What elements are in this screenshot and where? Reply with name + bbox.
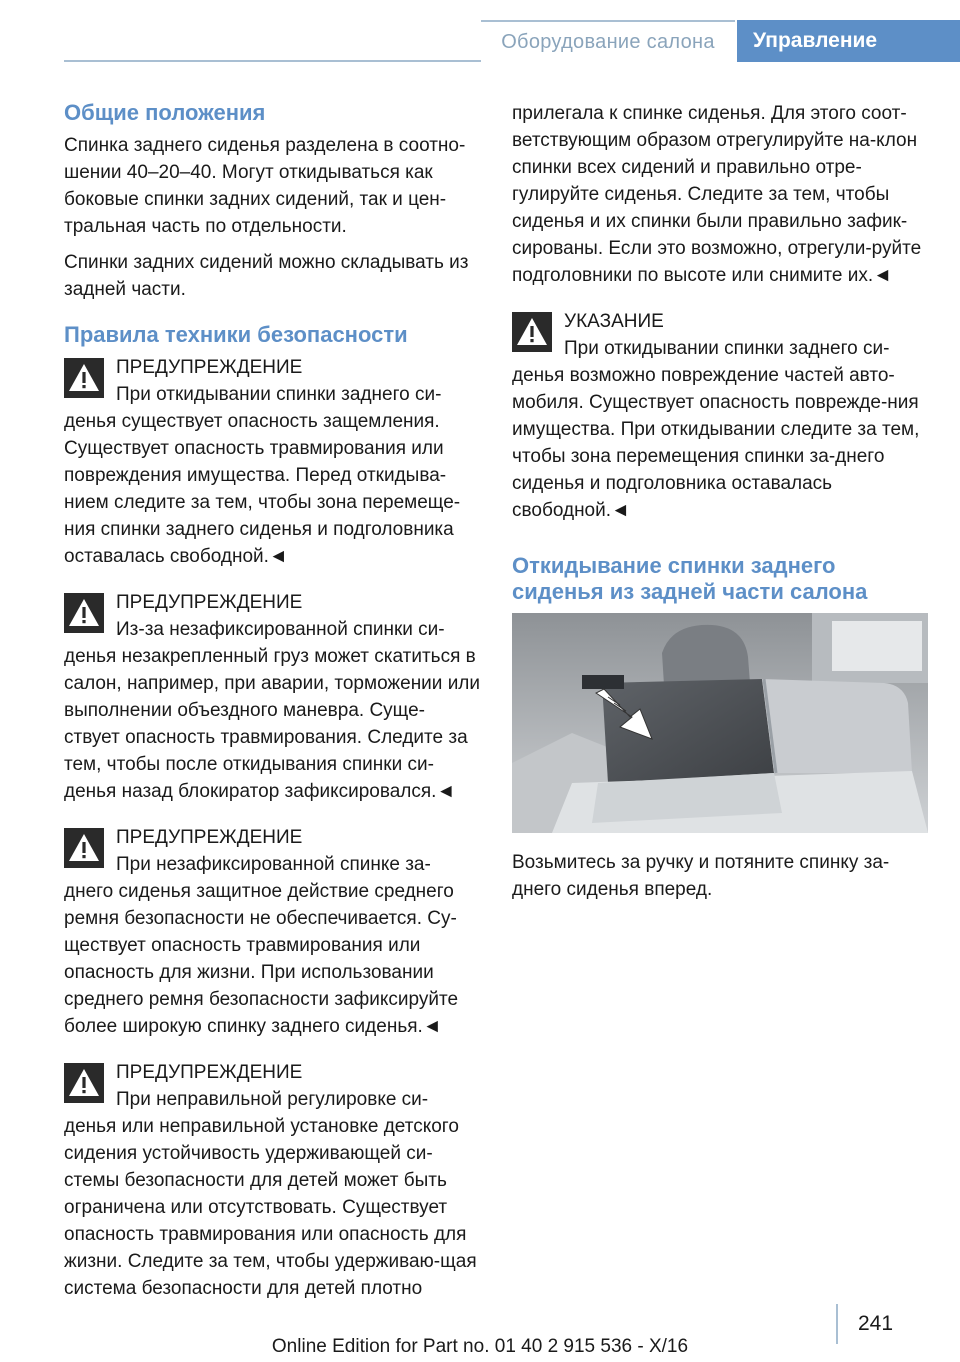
notice-title: УКАЗАНИЕ (564, 311, 664, 332)
warning-block (64, 354, 480, 570)
warning-title: ПРЕДУПРЕЖДЕНИЕ (116, 357, 303, 378)
warning-triangle-icon (64, 828, 104, 868)
warning-text: При незафиксированной спинке за‐днего сиденья защитное действие среднего ремня безопасности не обеспечивается. Су‐ществует опасность травмирования или опасность для жизни. При использовании среднего ремня безопасности зафиксируйте более широкую спинку заднего сиденья.◄ (64, 854, 459, 1037)
header-rule (64, 60, 481, 62)
header-chapter-tab: Управление (737, 20, 960, 62)
notice-text: При откидывании спинки заднего си‐денья возможно повреждение частей авто‐мобиля. Существует опасность поврежде‐ния имущества. При откидывании следите за тем, чтобы зона перемещения спинки за‐днего сиденья и подголовника оставалась свободной.◄ (512, 338, 920, 521)
rear-seat-illustration (512, 613, 928, 833)
edition-line: Online Edition for Part no. 01 40 2 915 536 - X/16 (271, 1336, 689, 1357)
warning-triangle-icon (64, 358, 104, 398)
heading-safety: Правила техники безопасности (64, 322, 408, 347)
warning-block (64, 824, 480, 1040)
heading-fold-seat: Откидывание спинки заднего сиденья из задней части салона (512, 553, 868, 604)
header-section-title: Оборудование салона (481, 20, 735, 62)
warning-title: ПРЕДУПРЕЖДЕНИЕ (116, 592, 303, 613)
paragraph-general-2: Спинки задних сидений можно складывать из задней части. (64, 252, 469, 300)
paragraph-continued: прилегала к спинке сиденья. Для этого соот‐ветствующим образом отрегулируйте на‐клон спинки всех сидений и правильно отре‐гулируйте сиденья. Следите за тем, чтобы сиденья и их спинки были правильно зафик‐сированы. Если это возможно, отрегули‐руйте подголовники по высоте или снимите их.◄ (512, 103, 922, 286)
heading-general: Общие положения (64, 100, 266, 125)
warning-triangle-icon (64, 593, 104, 633)
page-header (0, 20, 960, 62)
warning-text: Из-за незафиксированной спинки си‐денья незакрепленный груз может скатиться в салон, например, при аварии, торможении или выполнении объездного маневра. Суще‐ствует опасность травмирования. Следите за тем, чтобы после откидывания спинки си‐денья назад блокиратор зафиксировался.◄ (64, 619, 481, 802)
warning-title: ПРЕДУПРЕЖДЕНИЕ (116, 827, 303, 848)
page-number: 241 (858, 1312, 894, 1335)
paragraph-instruction: Возьмитесь за ручку и потяните спинку за‐днего сиденья вперед. (512, 852, 890, 900)
warning-text: При откидывании спинки заднего си‐денья существует опасность защемления. Существует опасность травмирования или повреждения имущества. Перед откидыва‐нием следите за тем, чтобы зона перемеще‐ния спинки заднего сиденья и подголовника оставалась свободной.◄ (64, 384, 461, 567)
rear-seat-image (512, 613, 928, 833)
notice-block (512, 308, 928, 524)
left-column (64, 100, 480, 1321)
right-column (512, 100, 928, 912)
notice-triangle-icon (512, 312, 552, 352)
warning-block (64, 1059, 480, 1302)
warning-block (64, 589, 480, 805)
warning-triangle-icon (64, 1063, 104, 1103)
warning-title: ПРЕДУПРЕЖДЕНИЕ (116, 1062, 303, 1083)
warning-text: При неправильной регулировке си‐денья или неправильной установке детского сидения устойчивость удерживающей си‐стемы безопасности для детей может быть ограничена или отсутствовать. Существует опасность травмирования или опасность для жизни. Следите за тем, чтобы удерживаю‐щая система безопасности для детей плотно (64, 1089, 477, 1299)
paragraph-general-1: Спинка заднего сиденья разделена в соотно‐шении 40–20–40. Могут откидываться как боковые спинки задних сидений, так и цен‐тральная часть по отдельности. (64, 135, 466, 237)
